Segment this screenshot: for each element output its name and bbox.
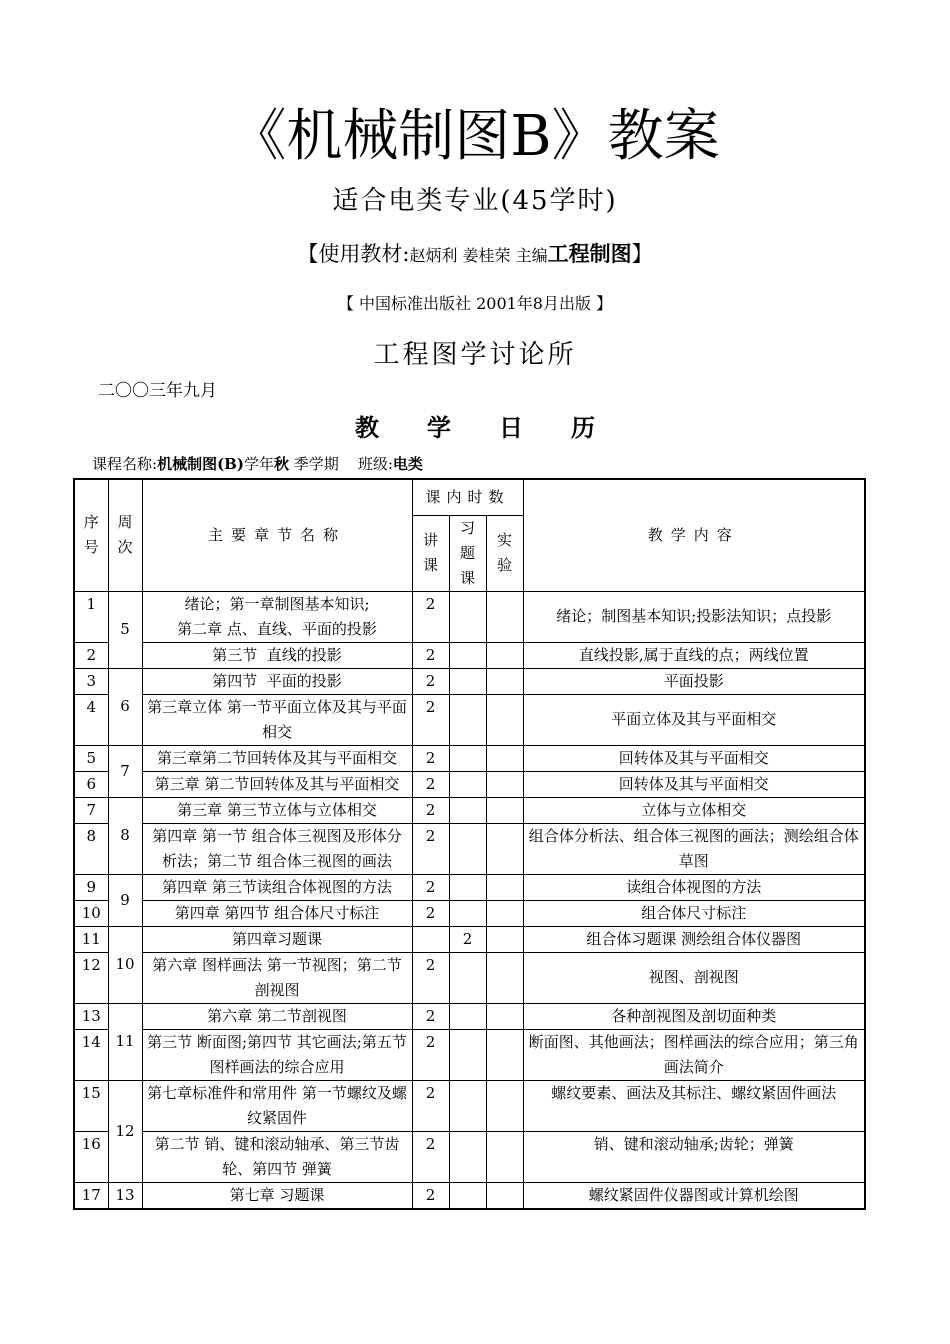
bracket-open: 【 xyxy=(297,242,319,266)
row-lab xyxy=(486,591,523,642)
row-lecture xyxy=(412,926,449,952)
row-seq: 14 xyxy=(74,1029,108,1080)
row-chapter: 第三节 直线的投影 xyxy=(142,642,412,668)
row-seq: 16 xyxy=(74,1131,108,1182)
header-week xyxy=(108,479,142,591)
row-week: 6 xyxy=(108,668,142,745)
row-exercise xyxy=(449,694,486,745)
season: 秋 xyxy=(273,455,289,473)
row-week: 5 xyxy=(108,591,142,668)
row-lecture: 2 xyxy=(412,745,449,771)
publisher-line: 【 中国标准出版社 2001年8月出版 】 xyxy=(337,294,613,313)
row-content: 回转体及其与平面相交 xyxy=(523,745,865,771)
row-week: 9 xyxy=(108,874,142,926)
textbook-line xyxy=(0,238,950,272)
row-lab xyxy=(486,1182,523,1209)
header-char: 次 xyxy=(117,538,133,557)
row-seq: 15 xyxy=(74,1080,108,1131)
row-seq: 17 xyxy=(74,1182,108,1209)
row-lab xyxy=(486,771,523,797)
header-chapter: 主要章节名称 xyxy=(142,479,412,591)
header-content: 教学内容 xyxy=(523,479,865,591)
course-label: 课程名称: xyxy=(92,455,158,473)
document-subtitle: 适合电类专业(45学时) xyxy=(332,186,618,216)
header-char: 课 xyxy=(422,556,438,574)
row-seq: 7 xyxy=(74,797,108,823)
row-lecture: 2 xyxy=(412,1029,449,1080)
row-chapter: 第七章标准件和常用件 第一节螺纹及螺纹紧固件 xyxy=(142,1080,412,1131)
row-exercise xyxy=(449,900,486,926)
row-seq: 13 xyxy=(74,1003,108,1029)
row-exercise xyxy=(449,1029,486,1080)
row-exercise xyxy=(449,874,486,900)
row-seq: 9 xyxy=(74,874,108,900)
row-content: 回转体及其与平面相交 xyxy=(523,771,865,797)
row-exercise xyxy=(449,1080,486,1131)
header-lab xyxy=(486,515,523,591)
row-chapter: 第三节 断面图;第四节 其它画法;第五节 图样画法的综合应用 xyxy=(142,1029,412,1080)
row-seq: 3 xyxy=(74,668,108,694)
row-chapter: 第三章 第三节立体与立体相交 xyxy=(142,797,412,823)
row-lecture: 2 xyxy=(412,1182,449,1209)
row-week: 8 xyxy=(108,797,142,874)
row-lab xyxy=(486,900,523,926)
row-seq: 8 xyxy=(74,823,108,874)
row-lecture: 2 xyxy=(412,591,449,642)
row-lecture: 2 xyxy=(412,1131,449,1182)
row-lecture: 2 xyxy=(412,771,449,797)
textbook-label: 使用教材: xyxy=(318,242,410,266)
organization-name: 工程图学讨论所 xyxy=(373,340,577,370)
row-lecture: 2 xyxy=(412,900,449,926)
row-lecture: 2 xyxy=(412,668,449,694)
header-char: 验 xyxy=(497,556,513,574)
row-chapter: 第四章习题课 xyxy=(142,926,412,952)
row-chapter: 第六章 第二节剖视图 xyxy=(142,1003,412,1029)
header-char: 讲 xyxy=(422,531,438,549)
term-label: 季学期 xyxy=(288,455,339,473)
row-lecture: 2 xyxy=(412,797,449,823)
textbook-name: 工程制图 xyxy=(547,241,632,266)
row-chapter: 第三章立体 第一节平面立体及其与平面相交 xyxy=(142,694,412,745)
row-week: 11 xyxy=(108,1003,142,1080)
row-lab xyxy=(486,823,523,874)
row-chapter: 第七章 习题课 xyxy=(142,1182,412,1209)
row-lab xyxy=(486,745,523,771)
row-chapter: 第三章 第二节回转体及其与平面相交 xyxy=(142,771,412,797)
row-exercise xyxy=(449,1003,486,1029)
header-lecture xyxy=(412,515,449,591)
row-exercise xyxy=(449,771,486,797)
header-char: 周 xyxy=(117,513,133,532)
row-chapter: 第四节 平面的投影 xyxy=(142,668,412,694)
row-week: 10 xyxy=(108,926,142,1003)
class-label: 班级: xyxy=(357,455,393,473)
row-lecture: 2 xyxy=(412,952,449,1003)
header-char: 实 xyxy=(497,531,513,549)
document-date: 二〇〇三年九月 xyxy=(98,381,217,401)
row-content: 直线投影,属于直线的点；两线位置 xyxy=(523,642,865,668)
row-exercise xyxy=(449,745,486,771)
row-lab xyxy=(486,694,523,745)
row-exercise xyxy=(449,1131,486,1182)
year-label: 学年 xyxy=(243,455,274,473)
header-char: 习 xyxy=(459,518,475,537)
row-lab xyxy=(486,668,523,694)
row-exercise xyxy=(449,642,486,668)
row-lab xyxy=(486,926,523,952)
row-chapter: 第六章 图样画法 第一节视图；第二节 剖视图 xyxy=(142,952,412,1003)
row-lecture: 2 xyxy=(412,1003,449,1029)
row-exercise: 2 xyxy=(449,926,486,952)
row-seq: 2 xyxy=(74,642,108,668)
row-content: 平面投影 xyxy=(523,668,865,694)
row-chapter: 第四章 第三节读组合体视图的方法 xyxy=(142,874,412,900)
row-content: 绪论；制图基本知识;投影法知识；点投影 xyxy=(523,591,865,642)
course-info-line xyxy=(92,453,423,475)
calendar-title: 教学日历 xyxy=(355,413,643,442)
row-lab xyxy=(486,642,523,668)
header-char: 号 xyxy=(83,538,99,557)
row-content: 组合体分析法、组合体三视图的画法；测绘组合体草图 xyxy=(523,823,865,874)
row-chapter: 第四章 第一节 组合体三视图及形体分析法；第二节 组合体三视图的画法 xyxy=(142,823,412,874)
row-content: 各种剖视图及剖切面种类 xyxy=(523,1003,865,1029)
row-lecture: 2 xyxy=(412,1080,449,1131)
row-seq: 12 xyxy=(74,952,108,1003)
row-exercise xyxy=(449,823,486,874)
class-name: 电类 xyxy=(392,455,423,473)
row-content: 视图、剖视图 xyxy=(523,952,865,1003)
header-char: 序 xyxy=(83,513,99,532)
row-lab xyxy=(486,1003,523,1029)
row-week: 13 xyxy=(108,1182,142,1209)
header-hours: 课内时数 xyxy=(412,479,523,515)
row-exercise xyxy=(449,952,486,1003)
row-lecture: 2 xyxy=(412,642,449,668)
row-content: 读组合体视图的方法 xyxy=(523,874,865,900)
row-lab xyxy=(486,1080,523,1131)
header-char: 题 xyxy=(459,543,475,562)
row-seq: 1 xyxy=(74,591,108,642)
row-lab xyxy=(486,874,523,900)
row-content: 销、键和滚动轴承;齿轮；弹簧 xyxy=(523,1131,865,1182)
row-exercise xyxy=(449,1182,486,1209)
row-seq: 4 xyxy=(74,694,108,745)
course-name: 机械制图(B) xyxy=(157,455,244,473)
row-chapter: 第三章第二节回转体及其与平面相交 xyxy=(142,745,412,771)
row-content: 断面图、其他画法；图样画法的综合应用；第三角画法简介 xyxy=(523,1029,865,1080)
row-lab xyxy=(486,952,523,1003)
row-lab xyxy=(486,1029,523,1080)
textbook-authors: 赵炳利 姜桂荣 主编 xyxy=(409,246,548,265)
chapter-text: 绪论；第一章制图基本知识; 第二章 点、直线、平面的投影 xyxy=(177,594,377,638)
document-title: 《机械制图B》教案 xyxy=(230,104,720,169)
row-chapter: 第四章 第四节 组合体尺寸标注 xyxy=(142,900,412,926)
row-lecture: 2 xyxy=(412,823,449,874)
row-lab xyxy=(486,797,523,823)
bracket-close: 】 xyxy=(631,242,653,266)
row-exercise xyxy=(449,797,486,823)
row-exercise xyxy=(449,591,486,642)
row-content: 立体与立体相交 xyxy=(523,797,865,823)
row-seq: 6 xyxy=(74,771,108,797)
teaching-calendar-table xyxy=(73,478,866,1210)
header-char: 课 xyxy=(459,568,475,587)
row-seq: 10 xyxy=(74,900,108,926)
row-week: 12 xyxy=(108,1080,142,1182)
row-seq: 11 xyxy=(74,926,108,952)
row-lab xyxy=(486,1131,523,1182)
header-exercise xyxy=(449,515,486,591)
row-seq: 5 xyxy=(74,745,108,771)
row-week: 7 xyxy=(108,745,142,797)
row-content: 平面立体及其与平面相交 xyxy=(523,694,865,745)
row-chapter: 第二节 销、键和滚动轴承、第三节齿轮、第四节 弹簧 xyxy=(142,1131,412,1182)
row-exercise xyxy=(449,668,486,694)
row-content: 组合体尺寸标注 xyxy=(523,900,865,926)
row-lecture: 2 xyxy=(412,874,449,900)
row-content: 组合体习题课 测绘组合体仪器图 xyxy=(523,926,865,952)
header-seq xyxy=(74,479,108,591)
row-chapter xyxy=(142,591,412,642)
row-content: 螺纹要素、画法及其标注、螺纹紧固件画法 xyxy=(523,1080,865,1131)
row-content: 螺纹紧固件仪器图或计算机绘图 xyxy=(523,1182,865,1209)
row-lecture: 2 xyxy=(412,694,449,745)
